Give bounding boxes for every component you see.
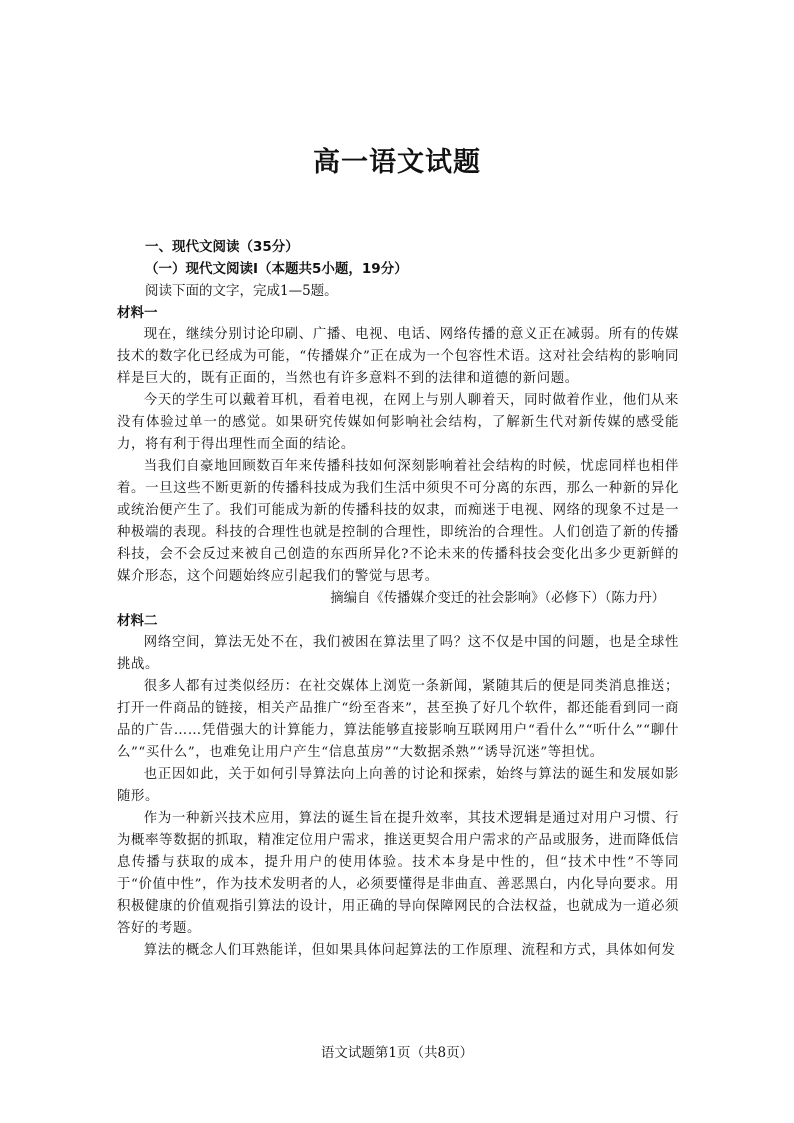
paragraph: 当我们自豪地回顾数百年来传播科技如何深刻影响着社会结构的时候，忧虑同样也相伴着。一旦这些不断更新的传播科技成为我们生活中须臾不可分离的东西，那么一种新的异化或统治便产生了。我们可能成为新的传播科技的奴隶，而痴迷于电视、网络的现象不过是一种极端的表现。科技的合理性也就是控制的合理性，即统治的合理性。人们创造了新的传播科技，会不会反过来被自己创造的东西所异化?不论未来的传播科技会变化出多少更新鲜的媒介形态，这个问题始终应引起我们的警觉与思考。 [117,459,679,584]
material-one-heading: 材料一 [117,305,158,321]
material-two-heading: 材料二 [117,613,158,629]
subsection-heading: （一）现代文阅读Ⅰ（本题共5小题，19分） [145,261,408,277]
paragraph: 很多人都有过类似经历：在社交媒体上浏览一条新闻，紧随其后的便是同类消息推送；打开一件商品的链接，相关产品推广“纷至沓来”，甚至换了好几个软件，都还能看到同一商品的广告……凭借强大的计算能力，算法能够直接影响互联网用户“看什么”“听什么”“聊什么”“买什么”，也难免让用户产生“信息茧房”“大数据杀熟”“诱导沉迷”等担忧。 [117,679,679,760]
page-title: 高一语文试题 [313,147,481,178]
page-content [117,236,679,962]
source-citation: 摘编自《传播媒介变迁的社会影响》（必修下）（陈力丹） [330,591,665,606]
reading-instruction: 阅读下面的文字，完成1—5题。 [145,283,338,299]
paragraph: 作为一种新兴技术应用，算法的诞生旨在提升效率，其技术逻辑是通过对用户习惯、行为概率等数据的抓取，精准定位用户需求，推送更契合用户需求的产品或服务，进而降低信息传播与获取的成本，提升用户的使用体验。技术本身是中性的，但“技术中性”不等同于“价值中性”，作为技术发明者的人，必须要懂得是非曲直、善恶黑白，内化导向要求。用积极健康的价值观指引算法的设计，用正确的导向保障网民的合法权益，也就成为一道必须答好的考题。 [117,811,679,936]
section-heading: 一、现代文阅读（35分） [145,239,299,255]
paragraph: 网络空间，算法无处不在，我们被困在算法里了吗？这不仅是中国的问题，也是全球性挑战。 [117,635,679,672]
paragraph: 也正因如此，关于如何引导算法向上向善的讨论和探索，始终与算法的诞生和发展如影随形。 [117,767,679,804]
paragraph: 算法的概念人们耳熟能详，但如果具体问起算法的工作原理、流程和方式，具体如何发 [143,943,676,958]
paragraph: 今天的学生可以戴着耳机，看着电视，在网上与别人聊着天，同时做着作业，他们从来没有体验过单一的感觉。如果研究传媒如何影响社会结构，了解新生代对新传媒的感受能力，将有利于得出理性而全面的结论。 [117,393,679,452]
paragraph: 现在，继续分别讨论印刷、广播、电视、电话、网络传播的意义正在减弱。所有的传媒技术的数字化已经成为可能，“传播媒介”正在成为一个包容性术语。这对社会结构的影响同样是巨大的，既有正面的，当然也有许多意料不到的法律和道德的新问题。 [117,327,679,386]
page-footer: 语文试题第1页（共8页） [320,1045,474,1061]
